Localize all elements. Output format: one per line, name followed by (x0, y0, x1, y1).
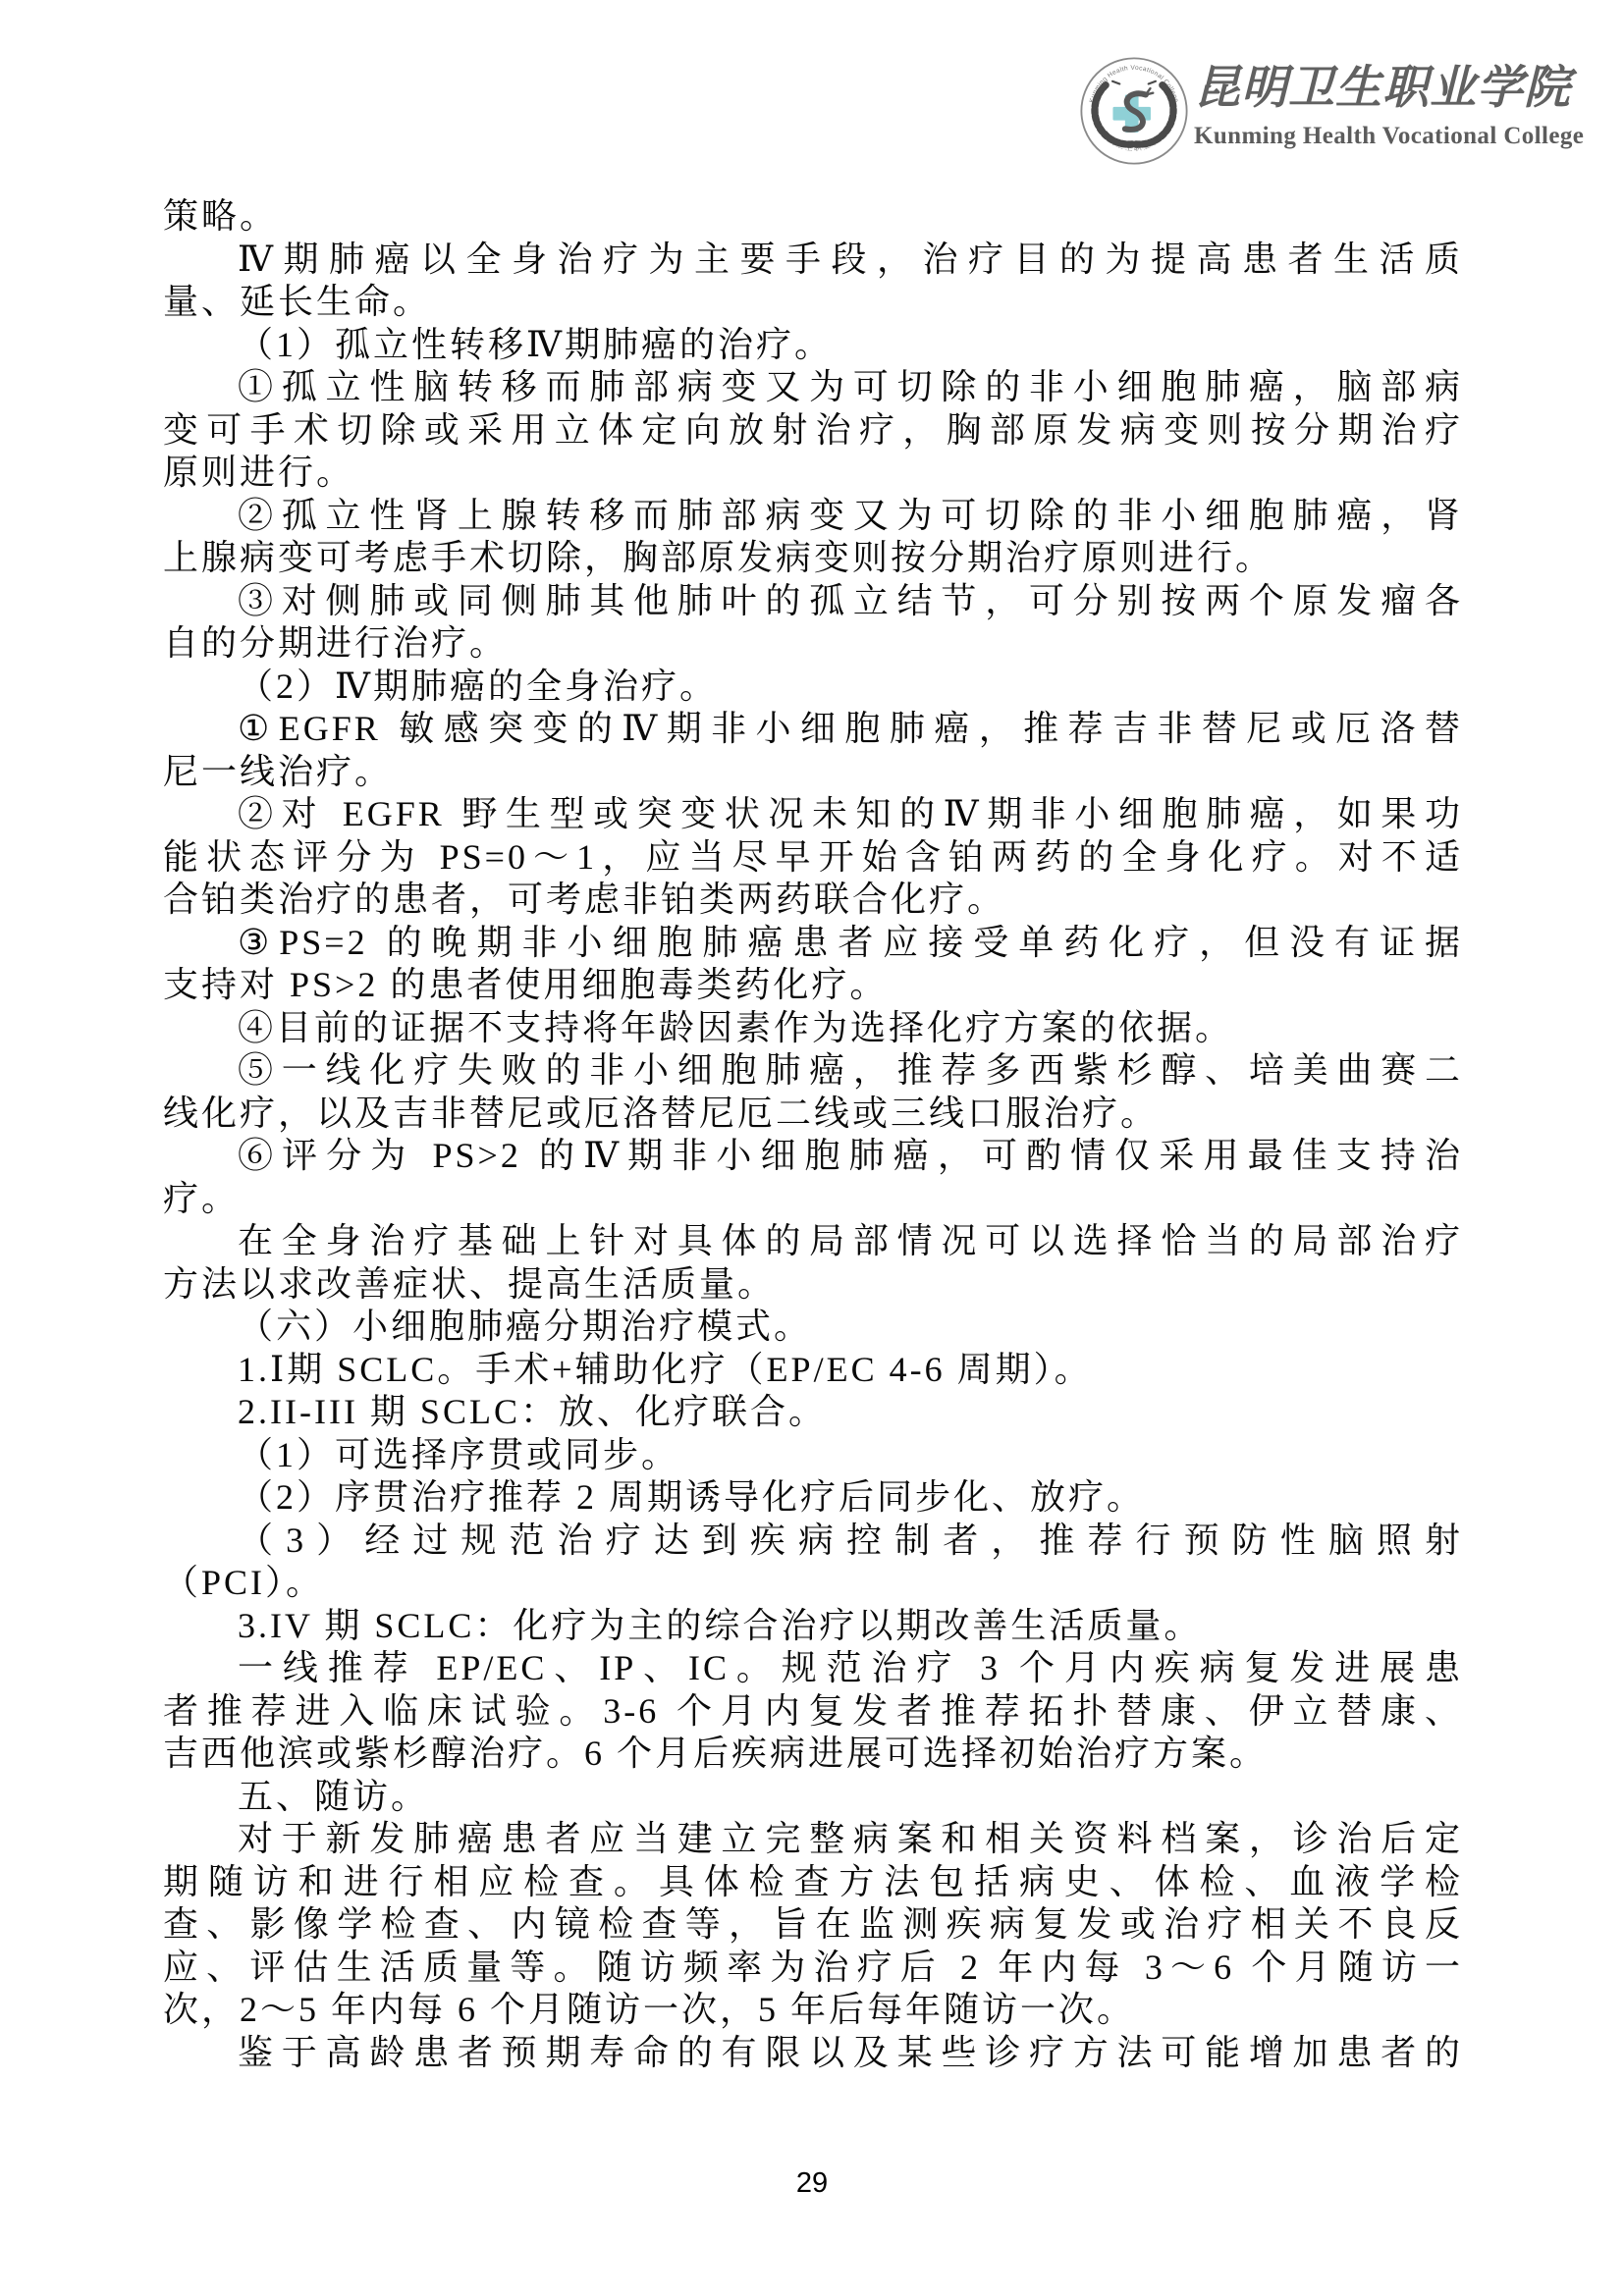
college-name-en: Kunming Health Vocational College (1194, 123, 1585, 149)
college-logo (1080, 57, 1188, 165)
college-seal-icon (1080, 57, 1188, 165)
text-line: 应、评估生活质量等。随访频率为治疗后 2 年内每 3～6 个月随访一 (163, 1947, 1463, 1987)
text-line: 量、延长生命。 (163, 282, 432, 321)
text-line: 次，2～5 年内每 6 个月随访一次，5 年后每年随访一次。 (163, 1990, 1136, 2029)
text-line: 策略。 (163, 196, 279, 236)
document-body (163, 195, 1463, 2074)
text-line: 查、影像学检查、内镜检查等，旨在监测疾病复发或治疗相关不良反 (163, 1904, 1463, 1944)
text-line: （1）孤立性转移Ⅳ期肺癌的治疗。 (238, 324, 833, 364)
text-line: ④目前的证据不支持将年龄因素作为选择化疗方案的依据。 (238, 1007, 1234, 1047)
text-line: 上腺病变可考虑手术切除，胸部原发病变则按分期治疗原则进行。 (163, 538, 1274, 577)
text-line: 支持对 PS>2 的患者使用细胞毒类药化疗。 (163, 965, 889, 1004)
text-line: 一线推荐 EP/EC、IP、IC。规范治疗 3 个月内疾病复发进展患 (238, 1648, 1463, 1687)
text-line: ②对 EGFR 野生型或突变状况未知的Ⅳ期非小细胞肺癌，如果功 (238, 794, 1463, 833)
text-line: ②孤立性肾上腺转移而肺部病变又为可切除的非小细胞肺癌，肾 (238, 495, 1463, 535)
text-line: （2）序贯治疗推荐 2 周期诱导化疗后同步化、放疗。 (238, 1477, 1146, 1517)
text-line: 自的分期进行治疗。 (163, 623, 509, 663)
text-line: 者推荐进入临床试验。3-6 个月内复发者推荐拓扑替康、伊立替康、 (163, 1690, 1463, 1731)
text-line: ①EGFR 敏感突变的Ⅳ期非小细胞肺癌，推荐吉非替尼或厄洛替 (238, 709, 1463, 748)
college-name-zh: 昆明卫生职业学院 (1194, 63, 1571, 114)
text-line: （2）Ⅳ期肺癌的全身治疗。 (238, 666, 718, 706)
text-line: 期随访和进行相应检查。具体检查方法包括病史、体检、血液学检 (163, 1861, 1463, 1901)
text-line: ①孤立性脑转移而肺部病变又为可切除的非小细胞肺癌，脑部病 (238, 367, 1463, 406)
text-line: Ⅳ期肺癌以全身治疗为主要手段，治疗目的为提高患者生活质 (238, 239, 1463, 279)
logo-ring-text-top: Kunming Health Vocational College (1088, 64, 1180, 104)
text-line: 五、随访。 (238, 1776, 430, 1816)
text-line: 变可手术切除或采用立体定向放射治疗，胸部原发病变则按分期治疗 (163, 409, 1463, 450)
text-line: ⑤一线化疗失败的非小细胞肺癌，推荐多西紫杉醇、培美曲赛二 (238, 1050, 1463, 1090)
text-line: ⑥评分为 PS>2 的Ⅳ期非小细胞肺癌，可酌情仅采用最佳支持治 (238, 1136, 1463, 1175)
text-line: 线化疗，以及吉非替尼或厄洛替尼厄二线或三线口服治疗。 (163, 1093, 1160, 1133)
text-line: 对于新发肺癌患者应当建立完整病案和相关资料档案，诊治后定 (238, 1819, 1463, 1858)
text-line: 鉴于高龄患者预期寿命的有限以及某些诊疗方法可能增加患者的 (238, 2032, 1463, 2072)
text-line: 2.II-III 期 SCLC：放、化疗联合。 (238, 1392, 827, 1431)
text-line: （PCI）。 (163, 1563, 325, 1602)
text-line: ③对侧肺或同侧肺其他肺叶的孤立结节，可分别按两个原发瘤各 (238, 580, 1463, 620)
text-line: 3.IV 期 SCLC：化疗为主的综合治疗以期改善生活质量。 (238, 1605, 1203, 1645)
text-line: ③PS=2 的晚期非小细胞肺癌患者应接受单药化疗，但没有证据 (238, 922, 1463, 962)
text-line: 1.Ⅰ期 SCLC。手术+辅助化疗（EP/EC 4-6 周期）。 (238, 1349, 1093, 1389)
text-line: 疗。 (163, 1178, 241, 1218)
text-line: （3）经过规范治疗达到疾病控制者，推荐行预防性脑照射 (238, 1520, 1463, 1560)
page-number: 29 (795, 2167, 829, 2199)
text-line: 在全身治疗基础上针对具体的局部情况可以选择恰当的局部治疗 (238, 1221, 1463, 1260)
text-line: 尼一线治疗。 (163, 751, 394, 791)
logo-ring-text-bottom: 昆明卫生职业学院 (1100, 129, 1168, 153)
text-line: 方法以求改善症状、提高生活质量。 (163, 1263, 777, 1304)
text-line: 能状态评分为 PS=0～1，应当尽早开始含铂两药的全身化疗。对不适 (163, 836, 1463, 877)
text-line: （六）小细胞肺癌分期治疗模式。 (238, 1307, 813, 1346)
college-name-block (1194, 59, 1585, 151)
text-line: 原则进行。 (163, 453, 355, 492)
text-line: 吉西他滨或紫杉醇治疗。6 个月后疾病进展可选择初始治疗方案。 (163, 1734, 1269, 1773)
text-line: （1）可选择序贯或同步。 (238, 1434, 680, 1474)
text-line: 合铂类治疗的患者，可考虑非铂类两药联合化疗。 (163, 880, 1006, 919)
